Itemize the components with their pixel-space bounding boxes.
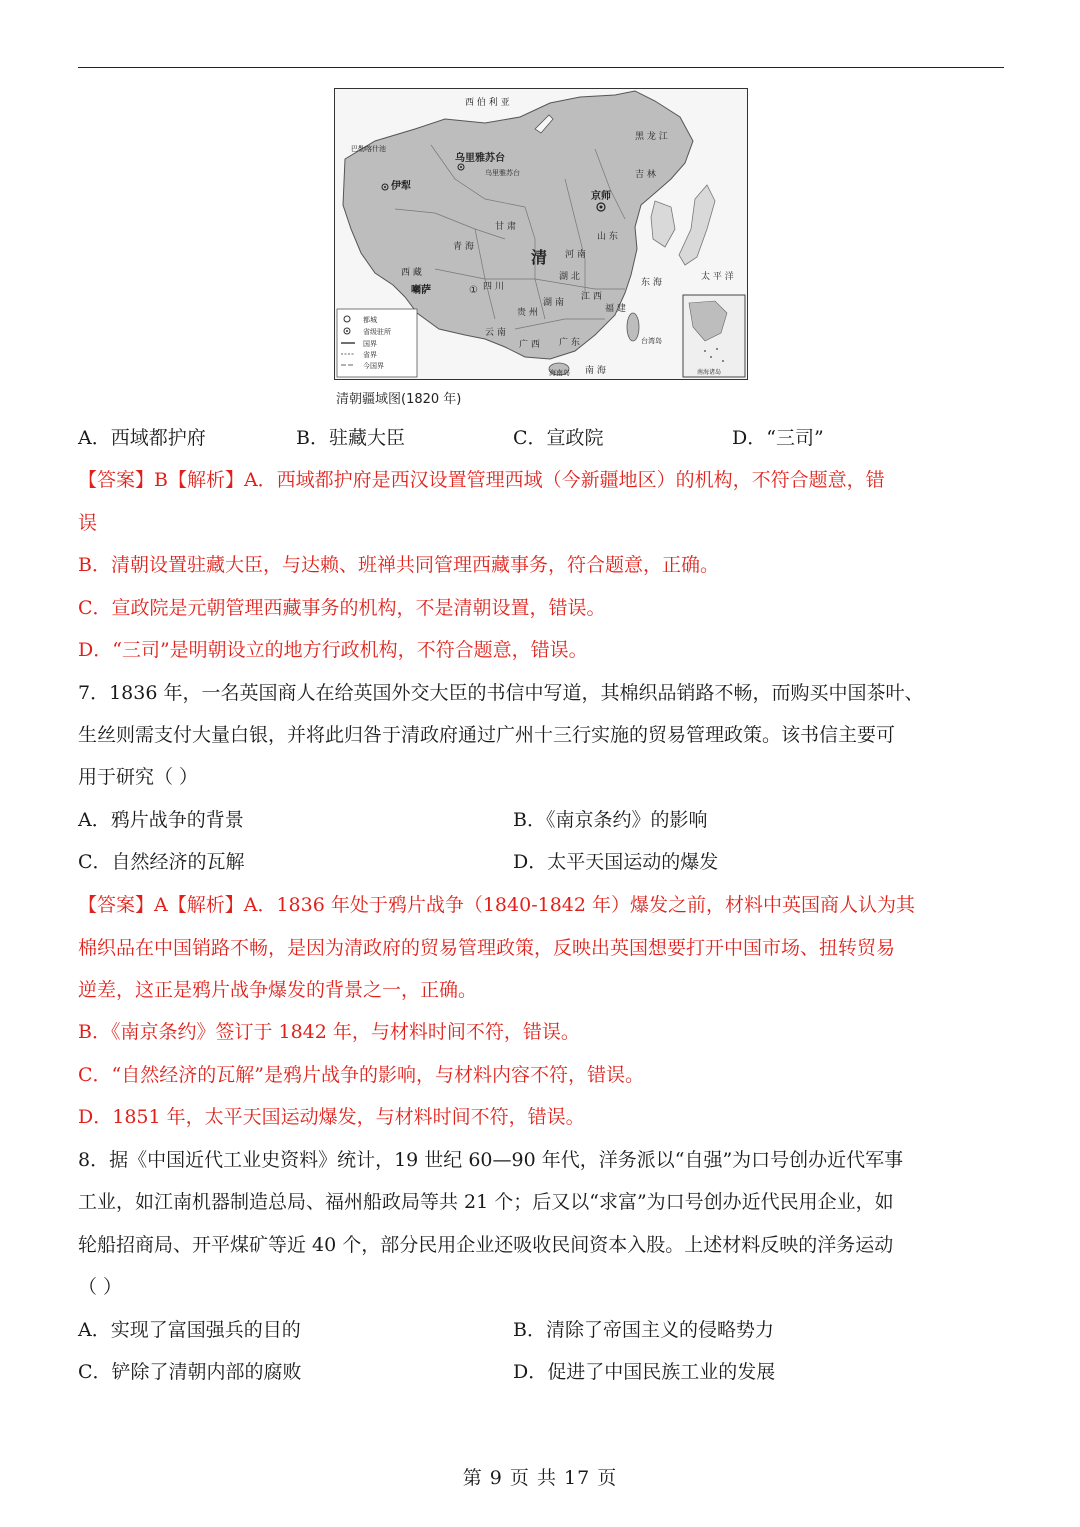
map-label-guangxi: 广 西: [519, 340, 540, 350]
q6-option-a: A．西域都护府: [78, 427, 206, 449]
qing-territory-map: [334, 88, 748, 380]
page-footer: 第 9 页 共 17 页: [462, 1467, 618, 1489]
map-label-marker1: ①: [469, 285, 478, 296]
q8-option-c: C．铲除了清朝内部的腐败: [78, 1361, 302, 1383]
map-label-sichuan: 四 川: [483, 282, 504, 292]
q7-stem-line: 生丝则需支付大量白银，并将此归咎于清政府通过广州十三行实施的贸易管理政策。该书信主要可: [78, 724, 896, 746]
map-label-qing: 清: [531, 248, 548, 267]
map-label-guangdong: 广 东: [559, 338, 580, 348]
taiwan-island: [627, 313, 639, 341]
legend-capital: 都城: [363, 316, 377, 324]
q7-stem-line: 7．1836 年，一名英国商人在给英国外交大臣的书信中写道，其棉织品销路不畅，而购买中国茶叶、: [78, 682, 924, 704]
map-label-henan: 河 南: [565, 250, 586, 260]
q8-stem-line: 轮船招商局、开平煤矿等近 40 个，部分民用企业还吸收民间资本入股。上述材料反映的洋务运动: [78, 1234, 894, 1256]
map-label-beijing: 京师: [591, 191, 611, 202]
inset-label: 南海诸岛: [697, 369, 722, 376]
header-rule: [78, 67, 1004, 68]
q6-analysis-line: D．“三司”是明朝设立的地方行政机构，不符合题意，错误。: [78, 639, 588, 661]
q6-option-c: C．宣政院: [513, 427, 604, 449]
map-label-balkhash: 巴勒喀什池: [351, 145, 386, 153]
q6-analysis-line: C．宣政院是元朝管理西藏事务的机构，不是清朝设置，错误。: [78, 597, 606, 619]
map-label-ili: 伊犁: [391, 181, 411, 192]
map-label-uliastai-city: 乌里雅苏台: [455, 153, 505, 164]
legend-province: 省界: [363, 351, 377, 359]
q7-analysis-line: C．“自然经济的瓦解”是鸦片战争的影响，与材料内容不符，错误。: [78, 1064, 644, 1086]
map-caption: 清朝疆域图(1820 年): [336, 392, 462, 407]
map-label-east-sea: 东 海: [641, 278, 662, 288]
q7-analysis-line: D．1851 年，太平天国运动爆发，与材料时间不符，错误。: [78, 1106, 585, 1128]
map-label-heilongjiang: 黑 龙 江: [635, 132, 668, 142]
q6-option-b: B．驻藏大臣: [296, 427, 405, 449]
q7-analysis-line: 逆差，这正是鸦片战争爆发的背景之一，正确。: [78, 979, 478, 1001]
q7-option-b: B．《南京条约》的影响: [513, 809, 708, 831]
legend-modern: 今国界: [363, 362, 384, 370]
map-label-qinghai: 青 海: [453, 242, 474, 252]
legend-provincial: 省级驻所: [363, 328, 391, 336]
q8-stem-line: 8．据《中国近代工业史资料》统计，19 世纪 60—90 年代，洋务派以“自强”为口号创办近代军事: [78, 1149, 904, 1171]
map-label-nanhai: 南 海: [585, 366, 606, 376]
q7-stem-line: 用于研究（ ）: [78, 766, 199, 788]
q8-stem-line: （ ）: [78, 1276, 123, 1298]
map-label-uliastai-region: 乌里雅苏台: [485, 169, 520, 177]
q7-option-c: C．自然经济的瓦解: [78, 851, 245, 873]
map-graphic: [335, 89, 747, 379]
map-label-jilin: 吉 林: [635, 170, 656, 180]
q7-option-d: D．太平天国运动的爆发: [513, 851, 719, 873]
q8-stem-line: 工业，如江南机器制造总局、福州船政局等共 21 个；后又以“求富”为口号创办近代民用企业，如: [78, 1191, 894, 1213]
map-label-xizang: 西 藏: [401, 268, 422, 278]
q8-option-b: B．清除了帝国主义的侵略势力: [513, 1319, 774, 1341]
map-label-hubei: 湖 北: [559, 272, 580, 282]
map-label-hainan: 海南岛: [549, 369, 570, 377]
map-label-taiwan: 台湾岛: [641, 337, 662, 345]
map-label-gansu: 甘 肃: [495, 222, 516, 232]
q7-analysis-line: 【答案】A【解析】A．1836 年处于鸦片战争（1840-1842 年）爆发之前，材料中英国商人认为其: [78, 894, 916, 916]
map-label-shandong: 山 东: [597, 232, 618, 242]
q8-option-a: A．实现了富国强兵的目的: [78, 1319, 301, 1341]
q7-analysis-line: B．《南京条约》签订于 1842 年，与材料时间不符，错误。: [78, 1021, 580, 1043]
map-label-siberia: 西 伯 利 亚: [465, 98, 510, 108]
map-label-hunan: 湖 南: [543, 298, 564, 308]
q7-analysis-line: 棉织品在中国销路不畅，是因为清政府的贸易管理政策，反映出英国想要打开中国市场、扭转贸易: [78, 937, 896, 959]
q6-analysis-line: B．清朝设置驻藏大臣，与达赖、班禅共同管理西藏事务，符合题意，正确。: [78, 554, 719, 576]
q6-analysis-line: 【答案】B【解析】A．西域都护府是西汉设置管理西域（今新疆地区）的机构，不符合题意，错: [78, 469, 885, 491]
q8-option-d: D．促进了中国民族工业的发展: [513, 1361, 776, 1383]
map-label-guizhou: 贵 州: [517, 308, 538, 318]
map-label-taiping: 太 平 洋: [701, 272, 734, 282]
map-label-lhasa: 喇萨: [411, 285, 431, 296]
legend-national: 国界: [363, 340, 377, 348]
q6-option-d: D．“三司”: [732, 427, 824, 449]
q7-option-a: A．鸦片战争的背景: [78, 809, 244, 831]
q6-analysis-line: 误: [78, 512, 98, 534]
map-label-yunnan: 云 南: [485, 328, 506, 338]
map-label-fujian: 福 建: [605, 304, 626, 314]
map-label-jiangxi: 江 西: [581, 292, 602, 302]
